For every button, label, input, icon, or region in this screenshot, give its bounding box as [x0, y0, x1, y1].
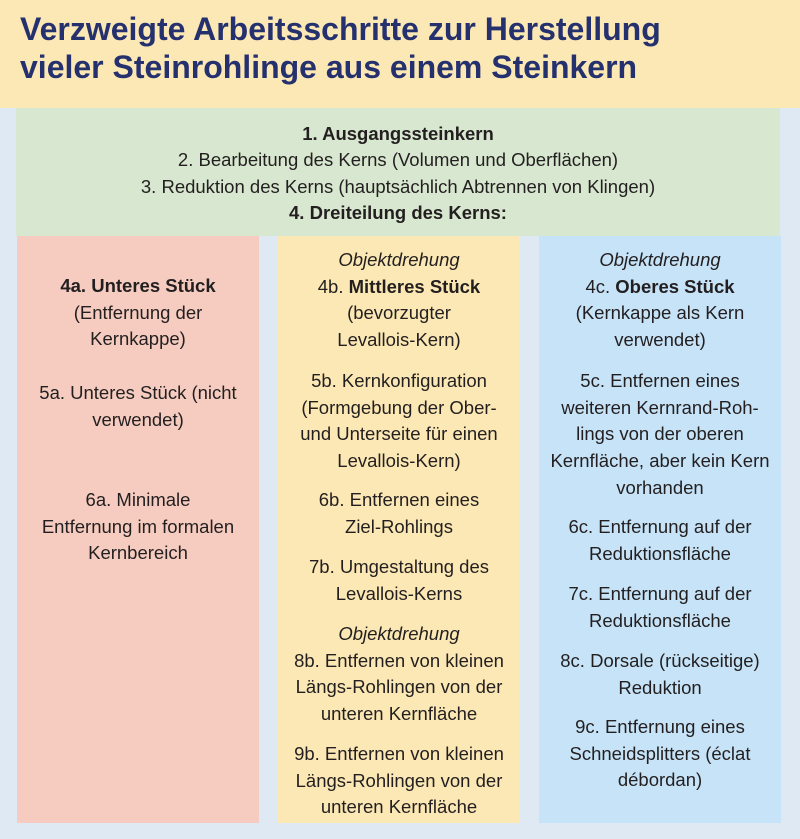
step-5c	[539, 368, 781, 502]
step-7b	[278, 554, 520, 607]
step-4: 4. Dreiteilung des Kerns:	[289, 202, 507, 223]
step-4a-title: 4a. Unteres Stück	[60, 275, 216, 296]
step-6a-line-3: Kernbereich	[88, 542, 188, 564]
step-8b-line-1: 8b. Entfernen von kleinen	[294, 649, 504, 671]
step-6b-line-2: Ziel-Rohlings	[345, 515, 453, 537]
step-4b-line-1: (bevorzugter	[347, 302, 451, 324]
step-5c-line-2: weiteren Kernrand-Roh-	[561, 396, 759, 418]
step-9c-line-3: débordan)	[617, 769, 703, 791]
step-2: 2. Bearbeitung des Kerns (Volumen und Oberflächen)	[177, 149, 619, 170]
step-9b-line-2: Längs-Rohlingen von der	[295, 769, 503, 791]
step-5a	[17, 380, 259, 433]
step-5c-line-3: lings von der oberen	[576, 423, 744, 445]
step-4c	[539, 247, 781, 354]
step-7c	[539, 581, 781, 634]
column-upper-piece	[539, 236, 781, 823]
step-9b-line-1: 9b. Entfernen von kleinen	[294, 743, 504, 764]
step-6b-line-1: 6b. Entfernen eines	[318, 489, 480, 510]
title-line-2: vieler Steinrohlinge aus einem Steinkern	[20, 49, 638, 85]
step-6b	[278, 487, 520, 540]
step-4a	[17, 273, 259, 353]
step-6c	[539, 514, 781, 567]
page-title	[20, 10, 790, 86]
step-9c-line-2: Schneidsplitters (éclat	[569, 742, 751, 764]
step-8c	[539, 648, 781, 701]
step-4a-line-1: (Entfernung der	[73, 301, 203, 323]
step-4b-title: 4b. Mittleres Stück	[317, 275, 481, 297]
step-7c-line-2: Reduktionsfläche	[589, 609, 731, 631]
step-5c-line-1: 5c. Entfernen eines	[580, 370, 740, 391]
title-line-1: Verzweigte Arbeitsschritte zur Herstellung	[20, 11, 661, 47]
step-5b-line-2: (Formgebung der Ober-	[301, 396, 497, 418]
step-9c	[539, 714, 781, 794]
step-4c-line-2: verwendet)	[614, 329, 706, 351]
step-1: 1. Ausgangssteinkern	[302, 123, 494, 144]
step-9b	[278, 741, 520, 821]
step-7b-line-2: Levallois-Kerns	[335, 582, 463, 604]
step-4c-line-1: (Kernkappe als Kern	[575, 302, 745, 324]
step-4c-title: 4c. Oberes Stück	[585, 275, 735, 297]
step-6a	[17, 487, 259, 567]
step-3: 3. Reduktion des Kerns (hauptsächlich Abtrennen von Klingen)	[140, 176, 656, 197]
step-7c-line-1: 7c. Entfernung auf der	[568, 583, 752, 604]
step-4b	[278, 247, 520, 354]
step-5a-line-1: 5a. Unteres Stück (nicht	[39, 382, 237, 403]
step-6c-line-2: Reduktionsfläche	[589, 542, 731, 564]
step-7b-line-1: 7b. Umgestaltung des	[309, 556, 489, 577]
rotation-note: Objektdrehung	[338, 249, 460, 270]
rotation-note: Objektdrehung	[599, 249, 721, 270]
step-6a-line-1: 6a. Minimale	[85, 489, 191, 510]
step-8c-line-2: Reduktion	[618, 676, 702, 698]
step-8c-line-1: 8c. Dorsale (rückseitige)	[560, 650, 760, 671]
step-5a-line-2: verwendet)	[92, 408, 184, 430]
step-5c-line-4: Kernfläche, aber kein Kern	[550, 450, 770, 472]
step-5c-line-5: vorhanden	[616, 476, 704, 498]
step-5b-line-4: Levallois-Kern)	[337, 450, 461, 472]
column-middle-piece	[278, 236, 520, 823]
column-lower-piece	[17, 236, 259, 823]
step-9b-line-3: unteren Kernfläche	[320, 796, 478, 818]
title-bar	[0, 0, 800, 108]
step-6a-line-2: Entfernung im formalen	[41, 515, 235, 537]
step-4a-line-2: Kernkappe)	[90, 328, 186, 350]
step-9c-line-1: 9c. Entfernung eines	[575, 716, 745, 737]
step-4b-line-2: Levallois-Kern)	[337, 329, 461, 351]
step-8b-line-3: unteren Kernfläche	[320, 703, 478, 725]
step-6c-line-1: 6c. Entfernung auf der	[568, 516, 752, 537]
common-steps-box	[16, 108, 780, 236]
step-5b-line-3: und Unterseite für einen	[300, 423, 498, 445]
step-8b	[278, 621, 520, 728]
step-5b-line-1: 5b. Kernkonfiguration	[311, 370, 487, 391]
step-5b	[278, 368, 520, 475]
rotation-note: Objektdrehung	[338, 623, 460, 644]
step-8b-line-2: Längs-Rohlingen von der	[295, 676, 503, 698]
